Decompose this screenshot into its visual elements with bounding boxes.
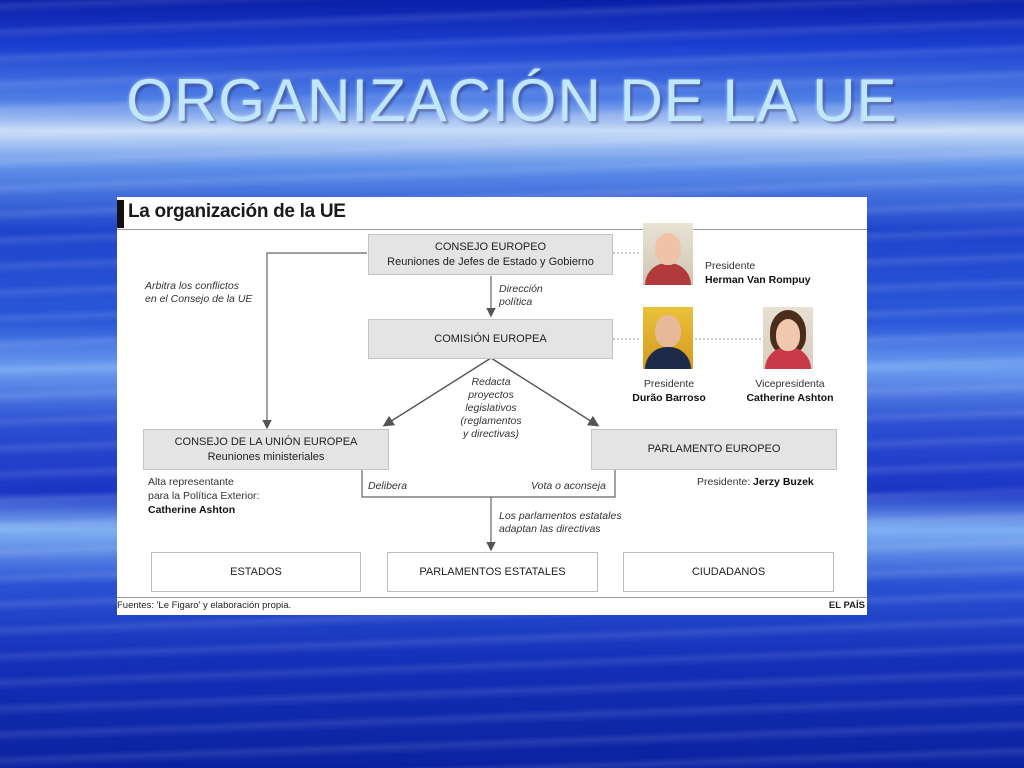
note-redacta-line-1: Redacta (471, 376, 511, 388)
note-parlamentos-line-2: adaptan las directivas (499, 523, 601, 535)
alta-rep-line-2: para la Política Exterior: (148, 490, 260, 502)
consejo-union-box (143, 429, 389, 470)
arrow-arbitra (267, 253, 367, 427)
buzek-name: Jerzy Buzek (753, 476, 814, 488)
van-rompuy-label (705, 259, 811, 287)
comision-europea-name: COMISIÓN EUROPEA (434, 332, 547, 345)
consejo-union-name: CONSEJO DE LA UNIÓN EUROPEA (174, 435, 358, 448)
alta-rep-line-1: Alta representante (148, 476, 234, 488)
barroso-label (623, 377, 715, 405)
note-direccion (499, 283, 543, 309)
note-vota: Vota o aconseja (531, 480, 606, 492)
van-rompuy-role: Presidente (705, 260, 756, 272)
estados-box: ESTADOS (151, 552, 361, 592)
comision-europea-box (368, 319, 613, 359)
consejo-union-subtitle: Reuniones ministeriales (207, 450, 325, 463)
ciudadanos-box: CIUDADANOS (623, 552, 834, 592)
note-redacta-line-2: proyectos (468, 389, 514, 401)
note-parlamentos (499, 510, 622, 536)
buzek-label (697, 475, 814, 489)
barroso-role: Presidente (643, 378, 695, 390)
ashton-label (735, 377, 845, 405)
note-arbitra-line-1: Arbitra los conflictos (145, 280, 239, 292)
consejo-europeo-name: CONSEJO EUROPEO (434, 240, 547, 253)
ashton-name: Catherine Ashton (746, 392, 834, 404)
parlamento-europeo-name: PARLAMENTO EUROPEO (647, 443, 781, 455)
note-redacta (451, 376, 531, 441)
eu-organization-diagram (117, 197, 867, 615)
barroso-photo (643, 307, 693, 369)
footer-source: Fuentes: 'Le Figaro' y elaboración propia. (117, 600, 292, 611)
consejo-europeo-subtitle: Reuniones de Jefes de Estado y Gobierno (387, 255, 594, 268)
note-direccion-line-1: Dirección (499, 283, 543, 295)
diagram-title: La organización de la UE (128, 201, 346, 222)
note-parlamentos-line-1: Los parlamentos estatales (499, 510, 622, 522)
parlamentos-estatales-box: PARLAMENTOS ESTATALES (387, 552, 598, 592)
ashton-role: Vicepresidenta (755, 378, 825, 390)
note-redacta-line-3: legislativos (465, 402, 517, 414)
buzek-role: Presidente: (697, 476, 751, 488)
note-arbitra-line-2: en el Consejo de la UE (145, 293, 253, 305)
note-arbitra (145, 280, 252, 306)
barroso-name: Durão Barroso (632, 392, 706, 404)
note-redacta-line-4: (reglamentos (460, 415, 522, 427)
van-rompuy-name: Herman Van Rompuy (705, 274, 811, 286)
note-delibera: Delibera (368, 480, 408, 492)
parlamento-europeo-box (591, 429, 837, 470)
footer-rule (117, 597, 867, 598)
note-direccion-line-2: política (499, 296, 533, 308)
slide-title: ORGANIZACIÓN DE LA UE (126, 67, 898, 134)
van-rompuy-photo (643, 223, 693, 285)
ashton-photo (763, 307, 813, 369)
note-redacta-line-5: y directivas) (462, 428, 519, 440)
consejo-europeo-box (368, 234, 613, 275)
footer-credit: EL PAÍS (828, 600, 865, 611)
alta-rep-name: Catherine Ashton (148, 504, 236, 516)
alta-representante-label (148, 475, 259, 517)
